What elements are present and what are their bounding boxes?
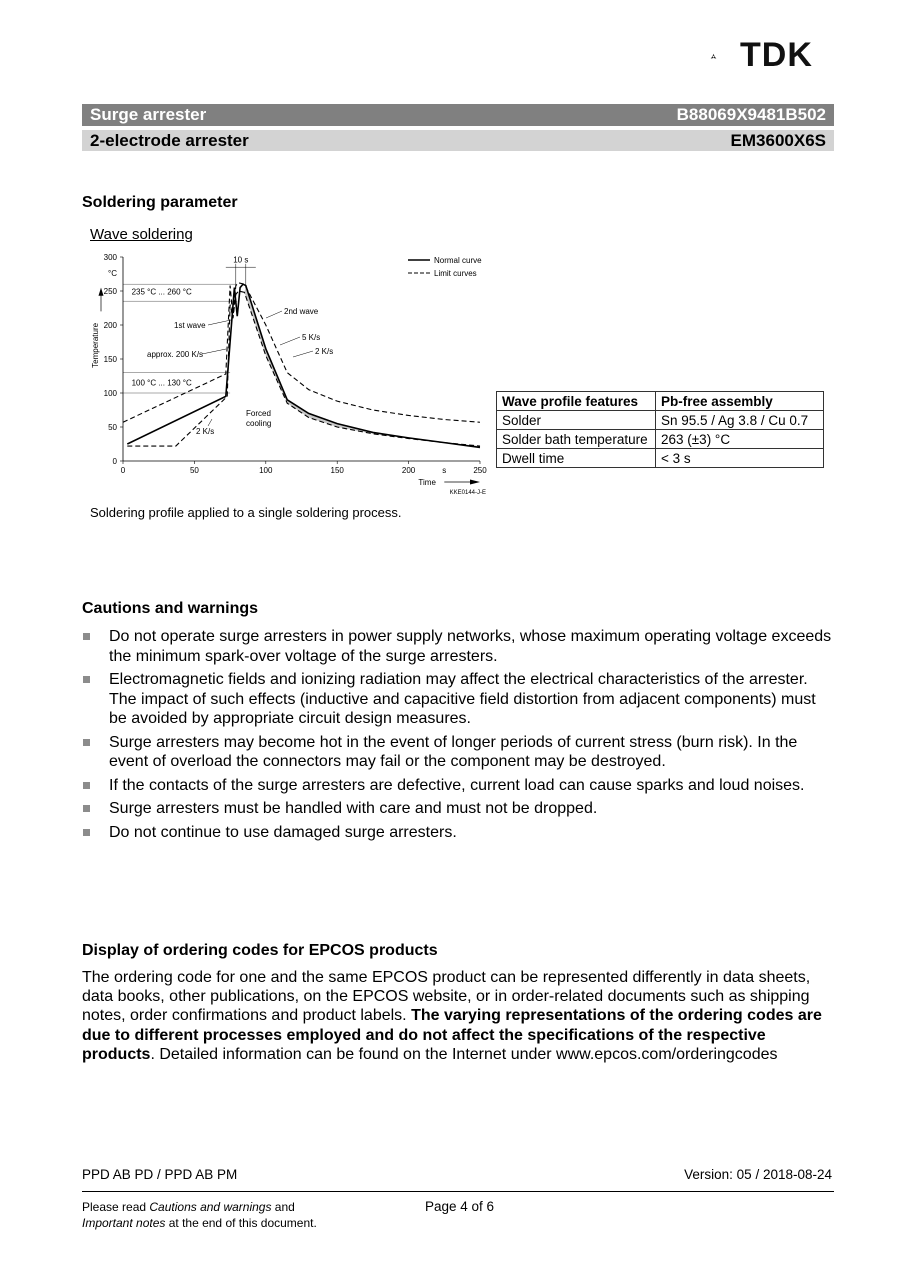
y-unit: °C [108, 269, 117, 278]
list-item: Do not operate surge arresters in power supply networks, whose maximum operating voltage exceeds the minimum spark-over voltage of the surge arresters. [82, 627, 834, 666]
first-wave-label: 1st wave [174, 321, 206, 330]
logo-text: TDK [740, 36, 813, 74]
table-cell: < 3 s [656, 449, 824, 468]
table-header-row [497, 392, 824, 411]
preheat-range-label: 100 °C ... 130 °C [131, 378, 192, 388]
cooling-2ks-label: 2 K/s [315, 347, 334, 356]
bullet-square-icon [83, 829, 90, 836]
chart-caption: Soldering profile applied to a single soldering process. [90, 505, 402, 520]
second-wave-label-leader [266, 311, 282, 318]
table-row [497, 430, 824, 449]
x-tick-label: 50 [189, 466, 199, 475]
table-cell: 263 (±3) °C [656, 430, 824, 449]
wave-soldering-title: Wave soldering [90, 226, 193, 243]
second-wave-label: 2nd wave [284, 307, 319, 316]
list-item: Do not continue to use damaged surge arresters. [82, 823, 834, 843]
bullet-square-icon [83, 676, 90, 683]
legend-label-limit: Limit curves [434, 269, 477, 278]
x-axis-label: Time [418, 478, 436, 487]
figure-code: KKE0144-J-E [449, 490, 486, 496]
y-tick-label: 0 [112, 457, 117, 466]
ramp-up-label-leader [202, 349, 226, 354]
y-tick-label: 300 [103, 253, 117, 262]
preheat-rate-label: 2 K/s [196, 427, 215, 436]
wave-soldering-chart [86, 248, 494, 500]
legend-label-normal: Normal curve [434, 256, 482, 265]
footer-department: PPD AB PD / PPD AB PM [82, 1167, 238, 1182]
list-item: If the contacts of the surge arresters are defective, current load can cause sparks and loud noises. [82, 776, 834, 796]
product-subtype: 2-electrode arrester [90, 131, 249, 150]
ordering-paragraph: The ordering code for one and the same EPCOS product can be represented differently in data sheets, data books, other publications, on the EPCOS website, or in order-related documents such as shipping notes, order confirmations and product labels. The varying representations of the ordering codes are due to different processes employed and do not affect the specifications of the respective products. Detailed information can be found on the Internet under www.epcos.com/orderingcodes [82, 969, 822, 1063]
ordering-heading: Display of ordering codes for EPCOS products [82, 942, 438, 959]
table-cell: Sn 95.5 / Ag 3.8 / Cu 0.7 [656, 411, 824, 430]
table-row [497, 449, 824, 468]
peak-range-label: 235 °C ... 260 °C [131, 287, 192, 297]
x-tick-label: 150 [330, 466, 344, 475]
cooling-5ks-label-leader [280, 337, 300, 345]
list-item: Surge arresters must be handled with care and must not be dropped. [82, 799, 834, 819]
footer-divider [82, 1191, 834, 1192]
bullet-square-icon [83, 633, 90, 640]
x-tick-label: 200 [401, 466, 416, 475]
cautions-heading: Cautions and warnings [82, 600, 259, 617]
subheader-bar [82, 130, 834, 151]
forced-cooling-label: cooling [246, 419, 272, 428]
soldering-heading: Soldering parameter [82, 194, 238, 211]
first-wave-label-leader [208, 320, 231, 325]
cooling-5ks-label: 5 K/s [302, 333, 321, 342]
y-tick-label: 150 [103, 355, 117, 364]
x-tick-label: 100 [259, 466, 273, 475]
y-tick-label: 100 [103, 389, 117, 398]
forced-cooling-label: Forced [246, 409, 271, 418]
y-tick-label: 50 [108, 423, 117, 432]
y-axis-label: Temperature [91, 322, 100, 368]
cautions-list [82, 627, 834, 846]
table-header-cell: Wave profile features [497, 392, 656, 411]
tdk-logo [710, 40, 740, 74]
ramp-up-label: approx. 200 K/s [147, 350, 204, 359]
table-cell: Solder bath temperature [497, 430, 656, 449]
table-cell: Dwell time [497, 449, 656, 468]
footer-version: Version: 05 / 2018-08-24 [684, 1167, 832, 1182]
tolerance-band [244, 286, 480, 448]
y-tick-label: 250 [103, 287, 117, 296]
bullet-square-icon [83, 739, 90, 746]
part-number: B88069X9481B502 [676, 105, 826, 124]
list-item: Electromagnetic fields and ionizing radiation may affect the electrical characteristics of the arrester. The impact of such effects (inductive and capacitive field distortion from adjacent components) must be avoided by appropriate circuit design measures. [82, 670, 834, 729]
table-row [497, 411, 824, 430]
table-cell: Solder [497, 411, 656, 430]
wave-profile-table [496, 391, 824, 468]
x-arrow-icon [470, 480, 480, 485]
bullet-square-icon [83, 782, 90, 789]
x-tick-label: 0 [120, 466, 126, 475]
x-tick-label: 250 [473, 466, 487, 475]
header-bar [82, 104, 834, 126]
y-tick-label: 200 [103, 321, 117, 330]
model-number: EM3600X6S [730, 131, 826, 150]
page-number: Page 4 of 6 [425, 1199, 495, 1214]
footer-note: Please read Cautions and warnings and Important notes at the end of this document. [82, 1200, 317, 1230]
table-header-cell: Pb-free assembly [656, 392, 824, 411]
product-type: Surge arrester [90, 105, 207, 124]
preheat-rate-leader [208, 419, 212, 426]
cooling-2ks-label-leader [293, 351, 313, 357]
bullet-square-icon [83, 805, 90, 812]
list-item: Surge arresters may become hot in the event of longer periods of current stress (burn risk). In the event of overload the connectors may fail or the component may be destroyed. [82, 733, 834, 772]
x-unit: s [442, 466, 447, 475]
dwell-label: 10 s [233, 255, 249, 265]
